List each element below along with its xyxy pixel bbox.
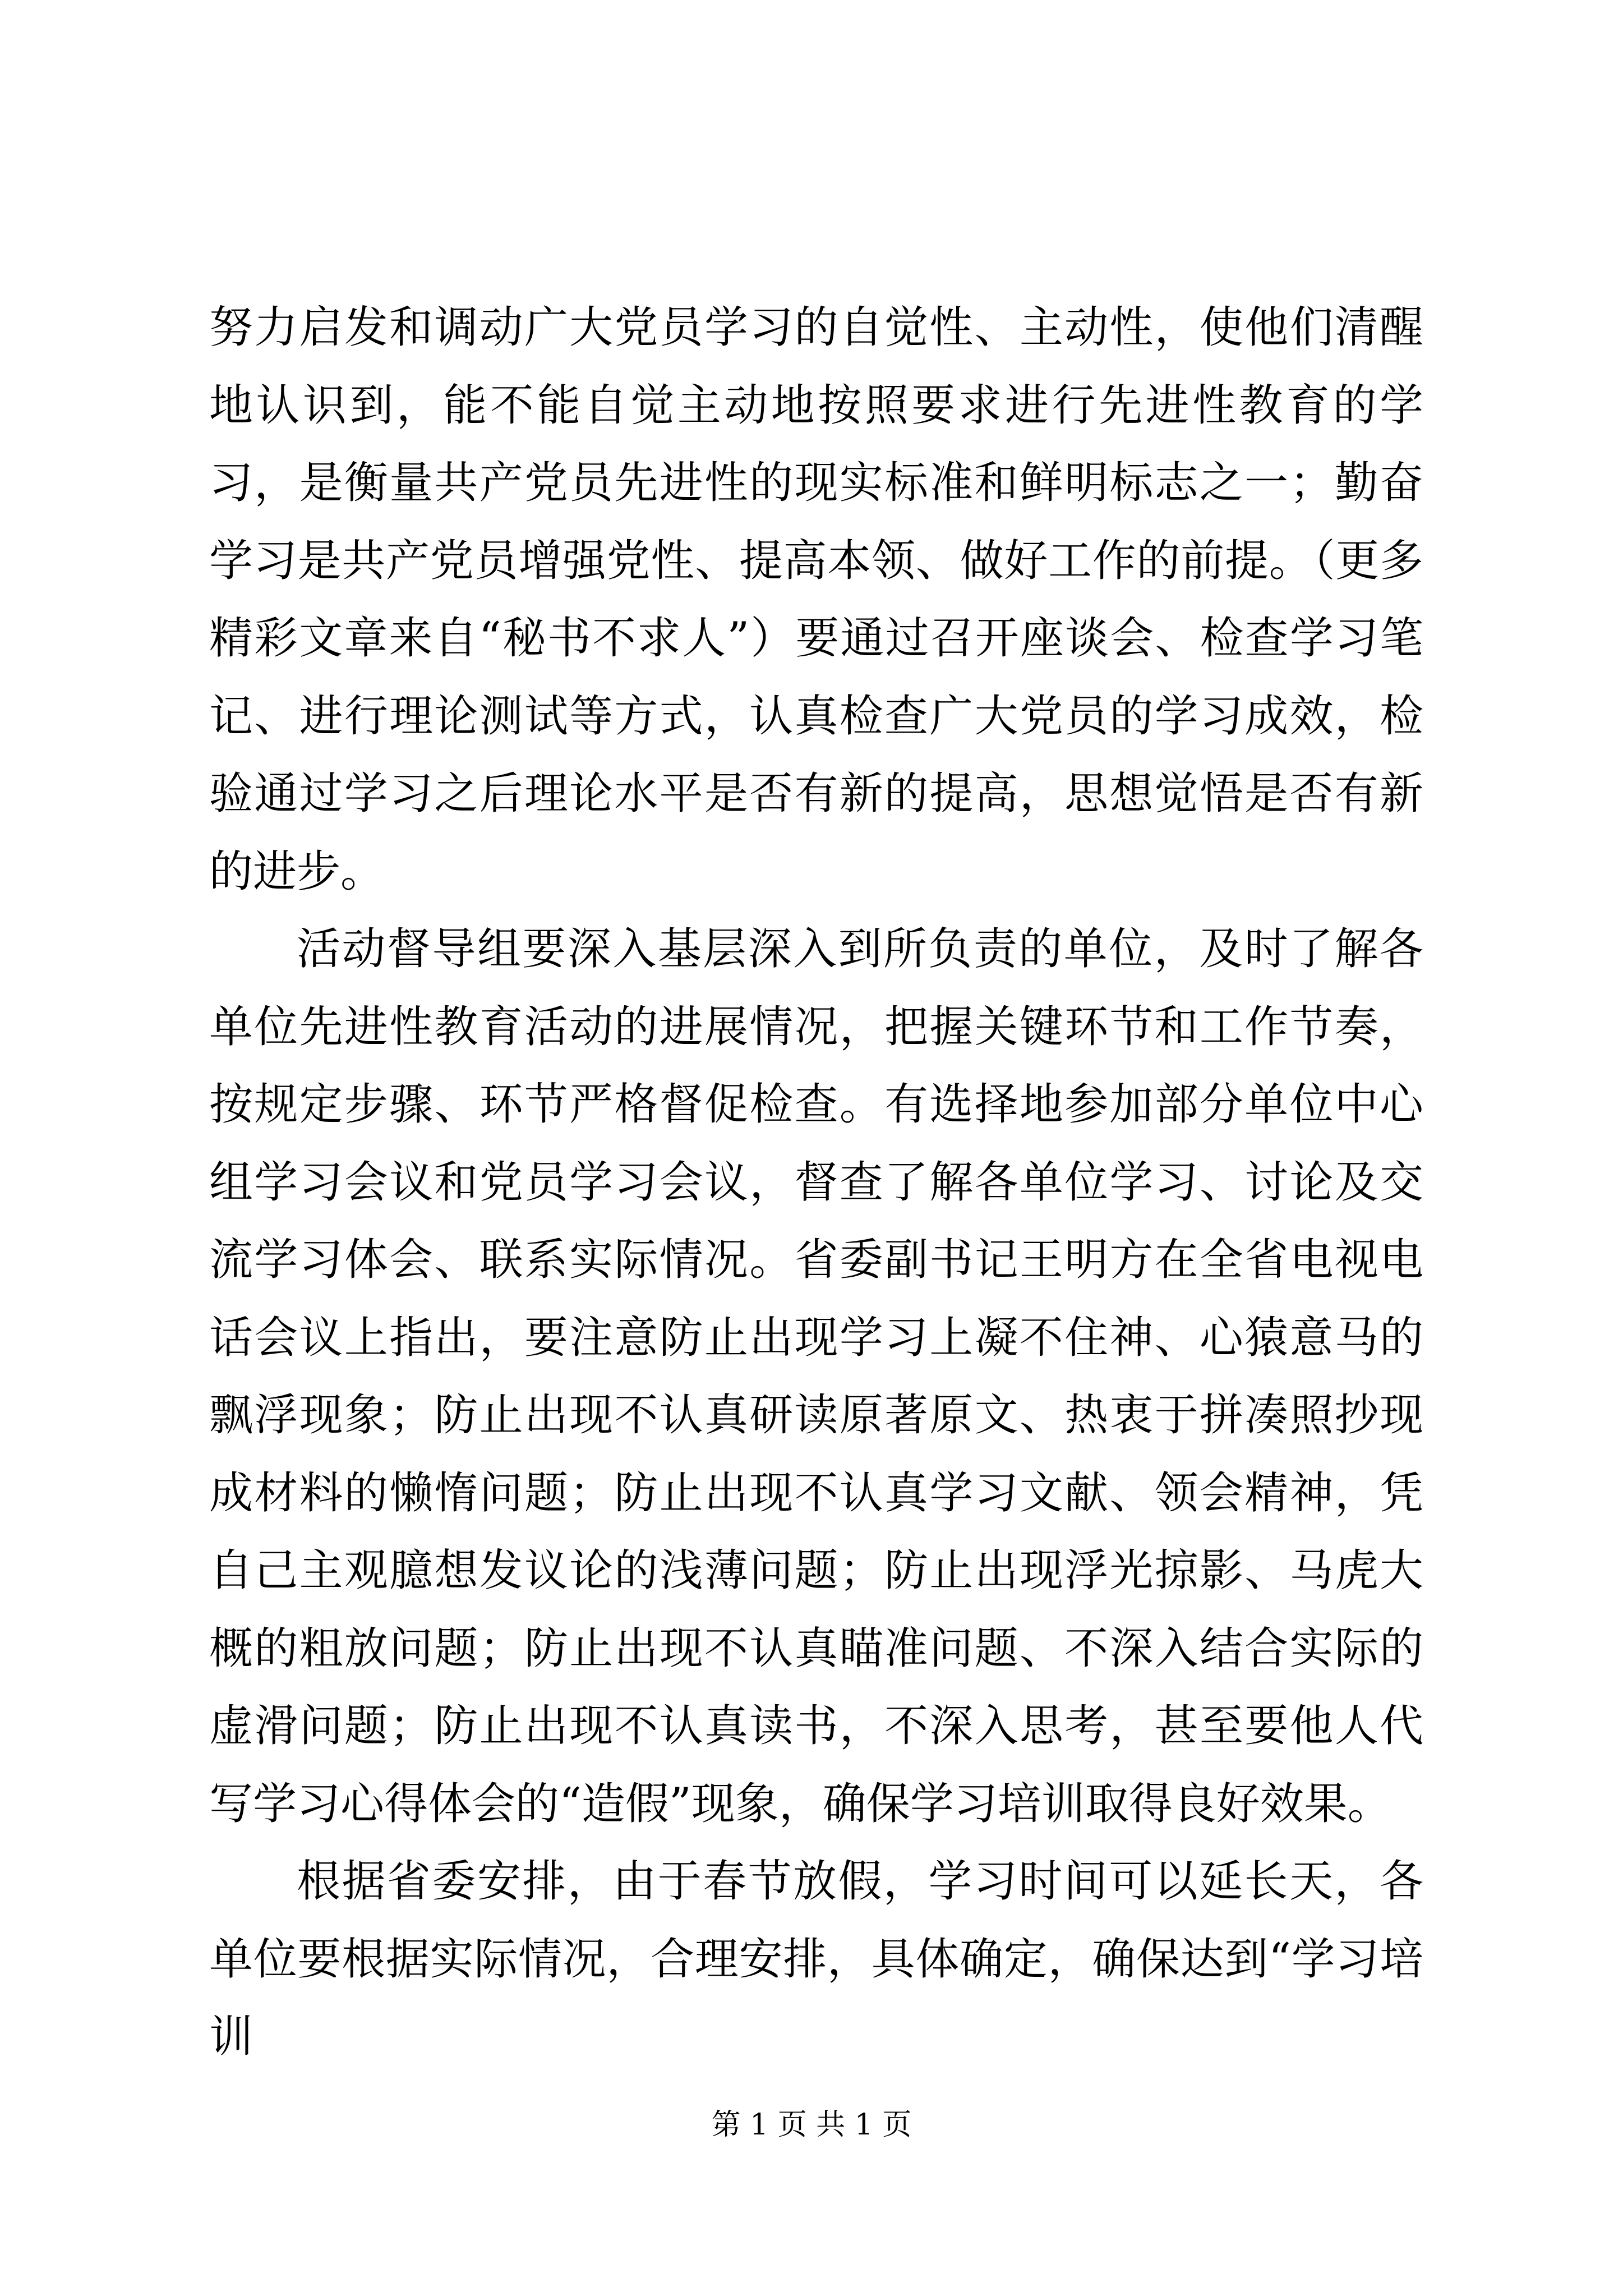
- paragraph-3: 根据省委安排，由于春节放假，学习时间可以延长天，各单位要根据实际情况，合理安排，具体确定，确保达到“学习培训: [209, 1856, 1423, 2062]
- paragraph-2: 活动督导组要深入基层深入到所负责的单位，及时了解各单位先进性教育活动的进展情况，把握关键环节和工作节奏，按规定步骤、环节严格督促检查。有选择地参加部分单位中心组学习会议和党员学习会议，督查了解各单位学习、讨论及交流学习体会、联系实际情况。省委副书记王明方在全省电视电话会议上指出，要注意防止出现学习上凝不住神、心猿意马的飘浮现象；防止出现不认真研读原著原文、热衷于拼凑照抄现成材料的懒惰问题；防止出现不认真学习文献、领会精神，凭自己主观臆想发议论的浅薄问题；防止出现浮光掠影、马虎大概的粗放问题；防止出现不认真瞄准问题、不深入结合实际的虚滑问题；防止出现不认真读书，不深入思考，甚至要他人代写学习心得体会的“造假”现象，确保学习培训取得良好效果。: [209, 924, 1423, 1829]
- page-footer: 第 1 页 共 1 页: [711, 2108, 912, 2142]
- document-body: [209, 289, 1423, 2076]
- paragraph-1: 努力启发和调动广大党员学习的自觉性、主动性，使他们清醒地认识到，能不能自觉主动地按照要求进行先进性教育的学习，是衡量共产党员先进性的现实标准和鲜明标志之一；勤奋学习是共产党员增强党性、提高本领、做好工作的前提。（更多精彩文章来自“秘书不求人”）要通过召开座谈会、检查学习笔记、进行理论测试等方式，认真检查广大党员的学习成效，检验通过学习之后理论水平是否有新的提高，思想觉悟是否有新的进步。: [209, 302, 1423, 897]
